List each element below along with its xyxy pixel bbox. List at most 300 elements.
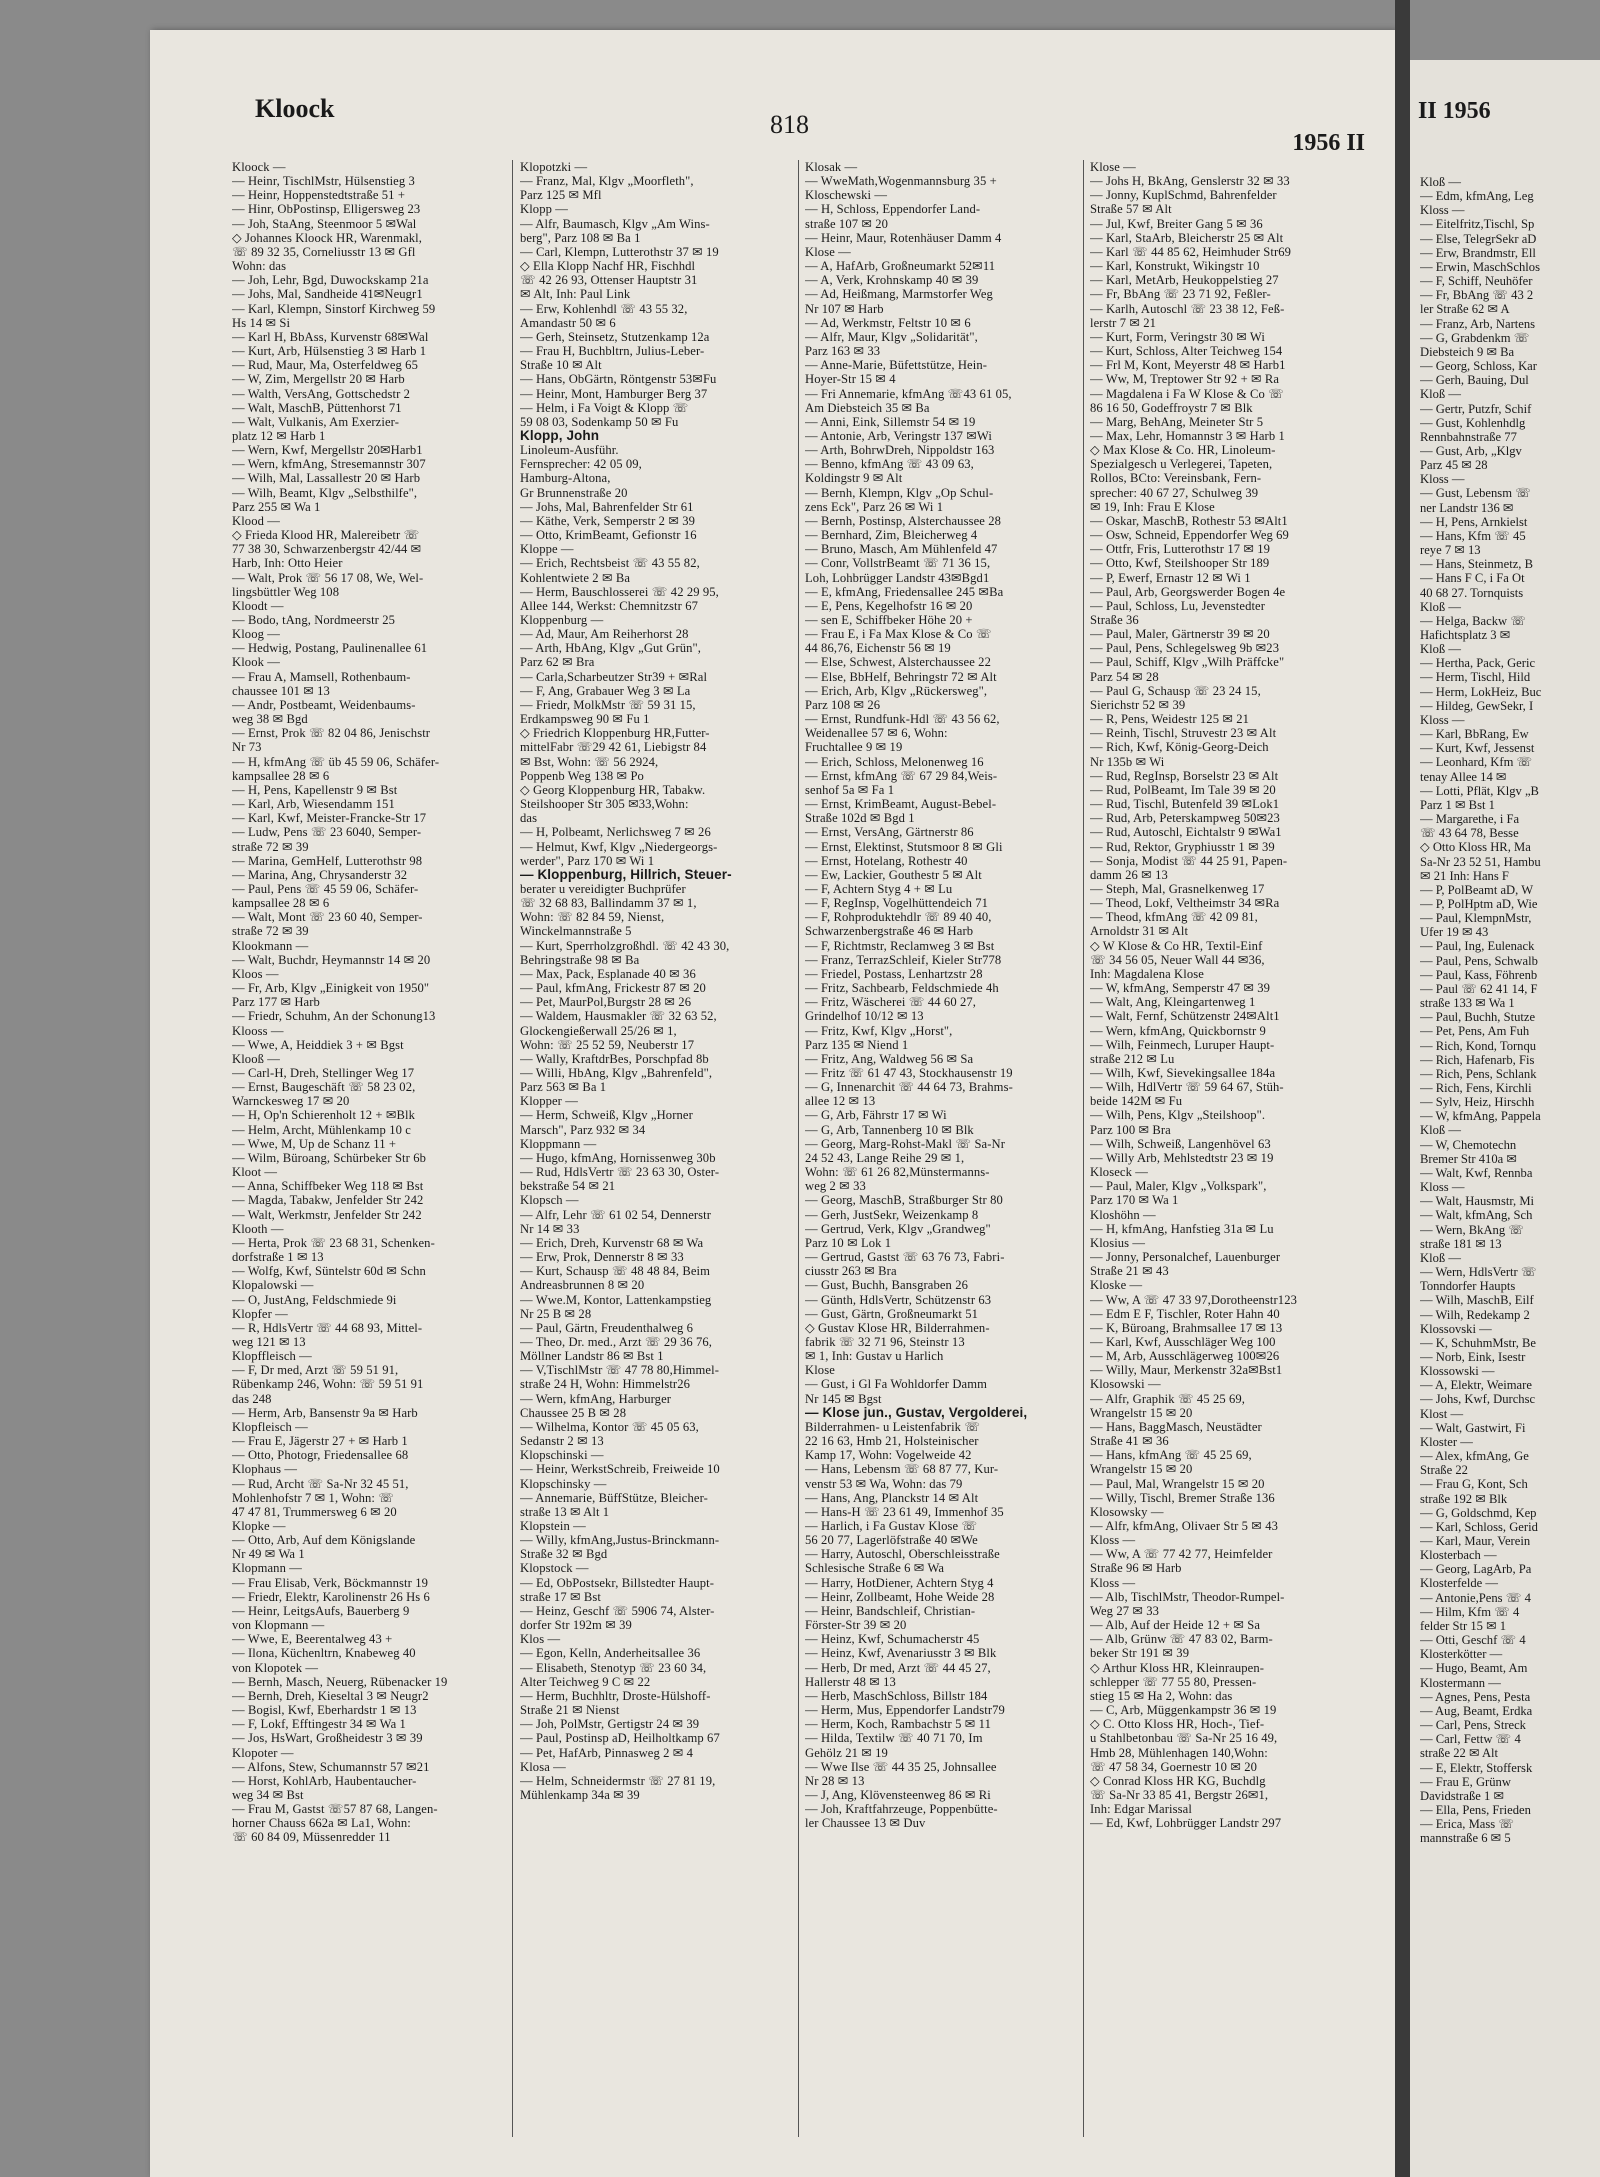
directory-entry: — Willy Arb, Mehlstedtstr 23 ✉ 19	[1090, 1150, 1274, 1165]
directory-entry: — Heinr, Mont, Hamburger Berg 37	[520, 386, 708, 401]
directory-entry: Loh, Lohbrügger Landstr 43✉Bgd1	[805, 570, 990, 585]
directory-entry: Klopke —	[232, 1519, 286, 1533]
directory-entry: — Margarethe, i Fa	[1420, 812, 1520, 827]
directory-entry: — Frau E, Jägerstr 27 + ✉ Harb 1	[232, 1434, 408, 1449]
directory-entry: Parz 125 ✉ Mfl	[520, 188, 602, 203]
directory-entry: Klose —	[805, 244, 851, 259]
directory-entry: — Wilh, Mal, Lassallestr 20 ✉ Harb	[232, 471, 421, 486]
directory-entry: Rennbahnstraße 77	[1420, 429, 1517, 444]
directory-entry: — Wern, Kwf, Mergellstr 20✉Harb1	[232, 443, 423, 458]
directory-entry: — Paul, Pens, Schlegelsweg 9b ✉23	[1090, 641, 1280, 656]
directory-entry: Wrangelstr 15 ✉ 20	[1090, 1405, 1193, 1420]
directory-entry: — Herm, Bauschlosserei ☏ 42 29 95,	[520, 584, 719, 599]
directory-entry: beide 142M ✉ Fu	[1090, 1094, 1183, 1109]
directory-entry: — Bogisl, Kwf, Eberhardstr 1 ✉ 13	[232, 1703, 417, 1718]
directory-entry: — Karl, MetArb, Heukoppelstieg 27	[1090, 273, 1279, 288]
directory-entry: Glockengießerwall 25/26 ✉ 1,	[520, 1023, 677, 1038]
directory-entry: — P, Ewerf, Ernastr 12 ✉ Wi 1	[1090, 570, 1251, 585]
directory-entry: Klopotzki —	[520, 160, 588, 174]
directory-entry: — Antonie, Arb, Veringstr 137 ✉Wi	[805, 428, 992, 443]
directory-entry: — Frau A, Mamsell, Rothenbaum-	[232, 669, 411, 684]
directory-entry: Kloodt —	[232, 598, 284, 613]
directory-entry: — Otto, KrimBeamt, Gefionstr 16	[520, 528, 697, 543]
directory-entry: 40 68 27. Tornquists	[1420, 585, 1524, 600]
directory-entry: — Ad, Maur, Am Reiherhorst 28	[520, 627, 689, 642]
directory-entry: Klooss —	[232, 1023, 284, 1038]
directory-entry: Klopp —	[520, 202, 568, 217]
directory-entry: ✉ 1, Inh: Gustav u Harlich	[805, 1349, 944, 1364]
directory-entry: ✉ 19, Inh: Frau E Klose	[1090, 499, 1215, 514]
column-divider	[1083, 160, 1084, 2137]
directory-entry: — Erw, Kohlenhdl ☏ 43 55 32,	[520, 301, 688, 316]
directory-entry: Klosowsky —	[1090, 1504, 1164, 1519]
directory-entry: — Walt, MaschB, Püttenhorst 71	[232, 400, 402, 415]
directory-entry: — Wwe Ilse ☏ 44 35 25, Johnsallee	[805, 1759, 997, 1774]
directory-entry: — Hans-H ☏ 23 61 49, Immenhof 35	[805, 1504, 1004, 1519]
directory-entry: — A, Elektr, Weimare	[1420, 1378, 1532, 1393]
directory-entry: — Paul, KlempnMstr,	[1420, 911, 1532, 926]
directory-entry: — Walt, Ang, Kleingartenweg 1	[1090, 995, 1256, 1010]
directory-entry: ciusstr 263 ✉ Bra	[805, 1264, 897, 1279]
directory-entry: damm 26 ✉ 13	[1090, 867, 1168, 882]
directory-entry: straße 24 H, Wohn: Himmelstr26	[520, 1377, 691, 1392]
directory-entry: — Rich, Pens, Schlank	[1420, 1066, 1537, 1081]
directory-entry: — Leonhard, Kfm ☏	[1420, 755, 1533, 770]
directory-entry: — Norb, Eink, Isestr	[1420, 1349, 1526, 1364]
directory-entry: — Ww, A ☏ 47 33 97,Dorotheenstr123	[1090, 1292, 1297, 1307]
directory-entry: Kohlentwiete 2 ✉ Ba	[520, 570, 631, 585]
directory-entry: — Pet, MaurPol,Burgstr 28 ✉ 26	[520, 995, 692, 1010]
directory-entry: — Franz, Arb, Nartens	[1420, 316, 1536, 331]
directory-entry: — Bernh, Masch, Neuerg, Rübenacker 19	[232, 1674, 448, 1689]
directory-entry: — Erwin, MaschSchlos	[1420, 259, 1540, 274]
directory-entry: Hallerstr 48 ✉ 13	[805, 1674, 896, 1689]
directory-entry: 44 86,76, Eichenstr 56 ✉ 19	[805, 641, 951, 656]
directory-entry: Gehölz 21 ✉ 19	[805, 1745, 888, 1760]
directory-entry: — Magdalena i Fa W Klose & Co ☏	[1090, 386, 1284, 401]
directory-entry: weg 38 ✉ Bgd	[232, 712, 308, 727]
directory-entry: — Johs, Kwf, Durchsc	[1420, 1392, 1536, 1407]
directory-entry: Klopschinsky —	[520, 1476, 607, 1491]
directory-entry: Klossovski —	[1420, 1321, 1492, 1336]
directory-entry: — F, Achtern Styg 4 + ✉ Lu	[805, 881, 953, 896]
directory-entry: zens Eck", Parz 26 ✉ Wi 1	[805, 499, 944, 514]
directory-entry: — E, Elektr, Stoffersk	[1420, 1760, 1533, 1775]
directory-entry: — Hans, Ang, Planckstr 14 ✉ Alt	[805, 1490, 979, 1505]
column-divider	[798, 160, 799, 2137]
directory-entry: Kloß —	[1420, 642, 1461, 657]
directory-entry: — Erw, Brandmstr, Ell	[1420, 245, 1536, 260]
directory-entry: — Paul, Arb, Georgswerder Bogen 4e	[1090, 584, 1286, 599]
directory-entry: — Ernst, Rundfunk-Hdl ☏ 43 56 62,	[805, 712, 1000, 727]
directory-entry: ler Chaussee 13 ✉ Duv	[805, 1816, 926, 1831]
directory-entry: — Anna, Schiffbeker Weg 118 ✉ Bst	[232, 1179, 424, 1194]
directory-entry: — M, Arb, Ausschlägerweg 100✉26	[1090, 1349, 1280, 1364]
directory-entry: — Friedr, Elektr, Karolinenstr 26 Hs 6	[232, 1589, 430, 1604]
directory-entry: — Rud, HdlsVertr ☏ 23 63 30, Oster-	[520, 1165, 720, 1180]
directory-entry: Straße 57 ✉ Alt	[1090, 202, 1172, 217]
directory-entry: weg 2 ✉ 33	[805, 1179, 866, 1194]
directory-entry: Alter Teichweg 9 C ✉ 22	[520, 1674, 651, 1689]
directory-entry: Kloster —	[1420, 1434, 1473, 1449]
directory-entry: Fruchtallee 9 ✉ 19	[805, 740, 903, 755]
directory-entry: dorfer Str 192m ✉ 39	[520, 1618, 632, 1633]
directory-entry: — Heinr, Bandschleif, Christian-	[805, 1603, 976, 1618]
directory-entry: ☏ 60 84 09, Müssenredder 11	[232, 1830, 391, 1845]
directory-entry: platz 12 ✉ Harb 1	[232, 428, 326, 443]
directory-entry: — Else, Schwest, Alsterchaussee 22	[805, 655, 991, 670]
directory-entry: — Hans, ObGärtn, Röntgenstr 53✉Fu	[520, 372, 717, 387]
directory-entry: — Bernhard, Zim, Bleicherweg 4	[805, 528, 978, 543]
directory-entry: Spezialgesch u Verlegerei, Tapeten,	[1090, 457, 1273, 472]
directory-entry: weg 121 ✉ 13	[232, 1334, 306, 1349]
directory-entry: — Friedr, MolkMstr ☏ 59 31 15,	[520, 697, 696, 712]
directory-entry: Winckelmannstraße 5	[520, 924, 632, 939]
directory-entry: Linoleum-Ausführ.	[520, 443, 619, 458]
directory-entry: — W, kfmAng, Semperstr 47 ✉ 39	[1090, 981, 1271, 996]
directory-entry: — Harry, Autoschl, Oberschleisstraße	[805, 1547, 1000, 1562]
directory-entry: — Hans, BaggMasch, Neustädter	[1090, 1419, 1262, 1434]
directory-entry: — Wally, KraftdrBes, Porschpfad 8b	[520, 1051, 709, 1066]
directory-entry: Kloot —	[232, 1165, 278, 1180]
directory-entry: — Paul G, Schausp ☏ 23 24 15,	[1090, 683, 1261, 698]
directory-entry: — W, kfmAng, Pappela	[1420, 1109, 1541, 1124]
directory-entry: Kloss —	[1090, 1533, 1136, 1548]
directory-entry: Parz 1 ✉ Bst 1	[1420, 797, 1495, 812]
directory-entry: — Fr, BbAng ☏ 43 2	[1420, 288, 1534, 303]
directory-entry: — Kloppenburg, Hillrich, Steuer-	[520, 867, 732, 882]
directory-entry: — Hans, Kfm ☏ 45	[1420, 528, 1526, 543]
directory-entry: — Frau G, Kont, Sch	[1420, 1477, 1528, 1492]
directory-entry: — R, HdlsVertr ☏ 44 68 93, Mittel-	[232, 1320, 423, 1335]
directory-entry: — Paul, Ing, Eulenack	[1420, 939, 1535, 954]
directory-entry: ◇ Otto Kloss HR, Ma	[1420, 840, 1531, 855]
directory-entry: — Karl, Arb, Wiesendamm 151	[232, 797, 395, 812]
directory-entry: — Hertha, Pack, Geric	[1420, 656, 1536, 671]
directory-entry: 77 38 30, Schwarzenbergstr 42/44 ✉	[232, 542, 422, 557]
directory-entry: Wohn: das	[232, 259, 287, 274]
directory-entry: — Heinr, Zollbeamt, Hohe Weide 28	[805, 1589, 995, 1604]
directory-entry: — Osw, Schneid, Eppendorfer Weg 69	[1090, 528, 1289, 543]
directory-entry: — G, Goldschmd, Kep	[1420, 1505, 1537, 1520]
directory-entry: — Joh, Lehr, Bgd, Duwockskamp 21a	[232, 273, 429, 288]
directory-entry: — Magda, Tabakw, Jenfelder Str 242	[232, 1193, 424, 1208]
directory-entry: — Bodo, tAng, Nordmeerstr 25	[232, 613, 396, 627]
directory-entry: — Walt, Kwf, Rennba	[1420, 1165, 1533, 1180]
directory-entry: Davidstraße 1 ✉	[1420, 1788, 1504, 1803]
directory-entry: ◇ Johannes Kloock HR, Warenmakl,	[232, 230, 423, 245]
directory-entry: — Joh, PolMstr, Gertigstr 24 ✉ 39	[520, 1717, 700, 1732]
directory-entry: — Fritz, Ang, Waldweg 56 ✉ Sa	[805, 1051, 974, 1066]
directory-entry: — Otto, Arb, Auf dem Königslande	[232, 1533, 416, 1548]
directory-entry: — Jul, Kwf, Breiter Gang 5 ✉ 36	[1090, 216, 1263, 231]
directory-entry: — Ella, Pens, Frieden	[1420, 1802, 1531, 1817]
book-gutter	[1395, 0, 1410, 2177]
directory-entry: — Carl, Klempn, Lutterothstr 37 ✉ 19	[520, 244, 719, 259]
directory-entry: — Wilh, Kwf, Sievekingsallee 184a	[1090, 1066, 1276, 1080]
directory-entry: — Ottfr, Fris, Lutterothstr 17 ✉ 19	[1090, 542, 1271, 557]
directory-entry: Schwarzenbergstraße 46 ✉ Harb	[805, 924, 974, 939]
directory-entry: berater u vereidigter Buchprüfer	[520, 881, 686, 896]
directory-entry: — Karl ☏ 44 85 62, Heimhuder Str69	[1090, 244, 1292, 259]
directory-entry: — Heinr, WerkstSchreib, Freiweide 10	[520, 1462, 720, 1477]
directory-entry: Wohn: ☏ 82 84 59, Nienst,	[520, 910, 665, 925]
directory-entry: — G, Arb, Fährstr 17 ✉ Wi	[805, 1108, 947, 1123]
directory-entry: — Wilhelma, Kontor ☏ 45 05 63,	[520, 1419, 699, 1434]
directory-entry: Kloß —	[1420, 175, 1461, 189]
directory-entry: — Herb, Dr med, Arzt ☏ 44 45 27,	[805, 1660, 991, 1675]
directory-entry: — Agnes, Pens, Pesta	[1420, 1689, 1531, 1704]
directory-entry: — Carla,Scharbeutzer Str39 + ✉Ral	[520, 669, 708, 684]
directory-entry: — Alfr, Baumasch, Klgv „Am Wins-	[520, 216, 710, 231]
directory-entry: Mohlenhofstr 7 ✉ 1, Wohn: ☏	[232, 1490, 395, 1505]
directory-entry: — Heinz, Kwf, Avenariusstr 3 ✉ Blk	[805, 1646, 997, 1661]
directory-entry: reye 7 ✉ 13	[1420, 543, 1481, 558]
directory-entry: Amandastr 50 ✉ 6	[520, 315, 616, 330]
directory-entry: Klopalowski —	[232, 1278, 314, 1293]
directory-entry: — Paul, Schloss, Lu, Jevenstedter	[1090, 598, 1266, 613]
directory-entry: Schlesische Straße 6 ✉ Wa	[805, 1561, 945, 1576]
directory-entry: — Paul, kfmAng, Frickestr 87 ✉ 20	[520, 981, 706, 996]
directory-entry: — Egon, Kelln, Anderheitsallee 36	[520, 1646, 701, 1661]
directory-entry: — Hinr, ObPostinsp, Elligersweg 23	[232, 202, 421, 217]
directory-entry: — Georg, Marg-Rohst-Makl ☏ Sa-Nr	[805, 1136, 1006, 1151]
directory-entry: Kloppenburg —	[520, 613, 604, 627]
directory-entry: — Paul, Kass, Föhrenb	[1420, 967, 1538, 982]
directory-entry: — Paul, Maler, Gärtnerstr 39 ✉ 20	[1090, 627, 1270, 642]
directory-entry: ◇ Friedrich Kloppenburg HR,Futter-	[520, 726, 710, 741]
directory-entry: lerstr 7 ✉ 21	[1090, 315, 1157, 330]
directory-entry: — Edm, kfmAng, Leg	[1420, 189, 1534, 204]
directory-entry: Gr Brunnenstraße 20	[520, 485, 628, 500]
directory-entry: Nr 135b ✉ Wi	[1090, 754, 1165, 769]
directory-entry: — F, Rohproduktehdlr ☏ 89 40 40,	[805, 910, 992, 925]
directory-entry: ☏ 47 58 34, Goernestr 10 ✉ 20	[1090, 1759, 1258, 1774]
directory-entry: — Arth, HbAng, Klgv „Gut Grün",	[520, 641, 702, 656]
directory-entry: — Fr, Arb, Klgv „Einigkeit von 1950"	[232, 981, 430, 996]
directory-entry: — Johs H, BkAng, Genslerstr 32 ✉ 33	[1090, 174, 1290, 189]
directory-entry: — Marina, GemHelf, Lutterothstr 98	[232, 853, 423, 868]
directory-entry: — Ww, M, Treptower Str 92 + ✉ Ra	[1090, 372, 1280, 387]
directory-entry: — Fritz, Kwf, Klgv „Horst",	[805, 1023, 953, 1038]
directory-entry: — Paul, Maler, Klgv „Volkspark",	[1090, 1179, 1267, 1194]
directory-entry: — Hedwig, Postang, Paulinenallee 61	[232, 641, 428, 656]
directory-entry: — Carl, Fettw ☏ 4	[1420, 1732, 1521, 1747]
directory-entry: — Wwe.M, Kontor, Lattenkampstieg	[520, 1292, 712, 1307]
directory-entry: — H, Pens, Arnkielst	[1420, 514, 1528, 529]
directory-entry: Hafichtsplatz 3 ✉	[1420, 628, 1511, 642]
directory-entry: Klosterkötter —	[1420, 1647, 1503, 1662]
directory-entry: Kloss —	[1090, 1575, 1136, 1590]
directory-entry: bekstraße 54 ✉ 21	[520, 1179, 616, 1194]
directory-entry: Hamburg-Altona,	[520, 471, 611, 486]
directory-entry: — Heinz, Kwf, Schumacherstr 45	[805, 1632, 980, 1647]
directory-entry: Poppenb Weg 138 ✉ Po	[520, 768, 644, 783]
adjacent-page-column	[1420, 175, 1600, 1845]
directory-entry: — Pet, Pens, Am Fuh	[1420, 1024, 1530, 1039]
directory-entry: — H, kfmAng ☏ üb 45 59 06, Schäfer-	[232, 754, 440, 769]
directory-entry: — Karl H, BbAss, Kurvenstr 68✉Wal	[232, 329, 429, 344]
directory-entry: — Karl, BbRang, Ew	[1420, 727, 1529, 742]
directory-entry: Bremer Str 410a ✉	[1420, 1151, 1517, 1166]
directory-entry: chaussee 101 ✉ 13	[232, 683, 330, 698]
directory-entry: Kloppmann —	[520, 1136, 597, 1151]
directory-entry: Chaussee 25 B ✉ 28	[520, 1405, 627, 1420]
directory-entry: Nr 73	[232, 740, 262, 755]
directory-entry: Sedanstr 2 ✉ 13	[520, 1434, 604, 1449]
directory-entry: — H, Polbeamt, Nerlichsweg 7 ✉ 26	[520, 825, 711, 840]
directory-entry: Klophaus —	[232, 1462, 298, 1477]
directory-entry: Klose	[805, 1363, 835, 1378]
directory-entry: — G, Grabdenkm ☏	[1420, 330, 1530, 345]
directory-entry: — F, Lokf, Efftingestr 34 ✉ Wa 1	[232, 1717, 406, 1732]
directory-entry: Kloog —	[232, 627, 280, 642]
directory-entry: Klopoter —	[232, 1745, 294, 1760]
directory-entry: — Walt, kfmAng, Sch	[1420, 1208, 1533, 1223]
directory-entry: — Kurt, Schausp ☏ 48 48 84, Beim	[520, 1264, 711, 1279]
directory-entry: Wohn: ☏ 61 26 82,Münstermanns-	[805, 1165, 990, 1180]
directory-entry: Klossowski —	[1420, 1364, 1495, 1379]
directory-entry: — F, Richtmstr, Reclamweg 3 ✉ Bst	[805, 938, 995, 953]
directory-entry: — Sonja, Modist ☏ 44 25 91, Papen-	[1090, 853, 1288, 868]
directory-entry: — Benno, kfmAng ☏ 43 09 63,	[805, 457, 974, 472]
directory-column-1	[232, 160, 507, 1845]
directory-entry: — Else, BbHelf, Behringstr 72 ✉ Alt	[805, 669, 997, 684]
directory-entry: ✉ Bst, Wohn: ☏ 56 2924,	[520, 754, 659, 769]
directory-entry: das 248	[232, 1391, 272, 1406]
directory-entry: — Ew, Lackier, Gouthestr 5 ✉ Alt	[805, 867, 982, 882]
directory-entry: — Hugo, kfmAng, Hornissenweg 30b	[520, 1150, 716, 1165]
directory-entry: — Hilda, Textilw ☏ 40 71 70, Im	[805, 1731, 983, 1746]
directory-entry: — Annemarie, BüffStütze, Bleicher-	[520, 1490, 708, 1505]
directory-entry: Kloske —	[1090, 1278, 1143, 1293]
directory-entry: — Paul, Gärtn, Freudenthalweg 6	[520, 1320, 694, 1335]
directory-entry: Warnckesweg 17 ✉ 20	[232, 1094, 350, 1109]
running-head-year: 1956 II	[1292, 130, 1365, 156]
directory-entry: ☏ 32 68 83, Ballindamm 37 ✉ 1,	[520, 896, 697, 911]
directory-entry: Fernsprecher: 42 05 09,	[520, 457, 642, 472]
directory-entry: — Willy, Maur, Merkenstr 32a✉Bst1	[1090, 1363, 1283, 1378]
directory-entry: — Alfr, Graphik ☏ 45 25 69,	[1090, 1391, 1246, 1406]
directory-entry: — Wilh, HdlVertr ☏ 59 64 67, Stüh-	[1090, 1080, 1284, 1095]
directory-entry: — O, JustAng, Feldschmiede 9i	[232, 1292, 397, 1307]
directory-entry: — Fritz, Sachbearb, Feldschmiede 4h	[805, 981, 999, 996]
directory-entry: Klosa —	[520, 1759, 566, 1774]
directory-entry: ner Landstr 136 ✉	[1420, 500, 1514, 515]
directory-entry: Straße 10 ✉ Alt	[520, 358, 602, 373]
directory-entry: — Rich, Fens, Kirchli	[1420, 1081, 1532, 1095]
directory-entry: Kloseck —	[1090, 1165, 1148, 1180]
directory-entry: Klooß —	[232, 1051, 280, 1066]
directory-entry: stieg 15 ✉ Ha 2, Wohn: das	[1090, 1688, 1233, 1703]
directory-entry: — Fritz, Wäscherei ☏ 44 60 27,	[805, 995, 977, 1010]
directory-entry: — Theo, Dr. med., Arzt ☏ 29 36 76,	[520, 1334, 713, 1349]
directory-entry: felder Str 15 ✉ 1	[1420, 1618, 1507, 1633]
directory-entry: 86 16 50, Godeffroystr 7 ✉ Blk	[1090, 400, 1253, 415]
directory-entry: Straße 96 ✉ Harb	[1090, 1561, 1182, 1576]
directory-entry: — Rud, Rektor, Gryphiusstr 1 ✉ 39	[1090, 839, 1275, 854]
directory-entry: Möllner Landstr 86 ✉ Bst 1	[520, 1349, 664, 1364]
directory-entry: — Wilm, Büroang, Schürbeker Str 6b	[232, 1150, 426, 1165]
directory-entry: — Joh, Kraftfahrzeuge, Poppenbütte-	[805, 1802, 998, 1817]
directory-entry: — Franz, TerrazSchleif, Kieler Str778	[805, 952, 1002, 967]
directory-entry: ✉ Alt, Inh: Paul Link	[520, 287, 631, 302]
directory-entry: — Günth, HdlsVertr, Schützenstr 63	[805, 1292, 992, 1307]
directory-entry: ◇ Gustav Klose HR, Bilderrahmen-	[805, 1320, 990, 1335]
directory-entry: Kamp 17, Wohn: Vogelweide 42	[805, 1448, 972, 1463]
directory-entry: — Wern, kfmAng, Quickbornstr 9	[1090, 1023, 1266, 1038]
directory-entry: Klookmann —	[232, 938, 309, 953]
directory-entry: Klos —	[520, 1632, 561, 1647]
directory-entry: — Gust, Kohlenhdlg	[1420, 415, 1526, 430]
directory-entry: — Karl, Klempn, Sinstorf Kirchweg 59	[232, 301, 436, 316]
directory-entry: Klopper —	[520, 1094, 578, 1109]
directory-entry: — Fritz ☏ 61 47 43, Stockhausenstr 19	[805, 1066, 1013, 1080]
directory-entry: — Kurt, Schloss, Alter Teichweg 154	[1090, 344, 1283, 359]
directory-entry: Marsch", Parz 932 ✉ 34	[520, 1122, 646, 1137]
directory-entry: Straße 102d ✉ Bgd 1	[805, 811, 915, 826]
directory-entry: — W, Zim, Mergellstr 20 ✉ Harb	[232, 372, 405, 387]
directory-entry: — Erw, Prok, Dennerstr 8 ✉ 33	[520, 1250, 684, 1265]
directory-entry: — Wilh, Feinmech, Luruper Haupt-	[1090, 1037, 1275, 1052]
directory-entry: ☏ 89 32 35, Corneliusstr 13 ✉ Gfl	[232, 244, 416, 259]
directory-entry: — Ludw, Pens ☏ 23 6040, Semper-	[232, 825, 422, 840]
directory-entry: — Harlich, i Fa Gustav Klose ☏	[805, 1519, 978, 1533]
directory-entry: Straße 36	[1090, 613, 1139, 627]
directory-entry: — Gust, Lebensm ☏	[1420, 486, 1531, 501]
directory-entry: Wrangelstr 15 ✉ 20	[1090, 1462, 1193, 1477]
directory-entry: — Theod, kfmAng ☏ 42 09 81,	[1090, 910, 1258, 925]
directory-entry: — Walt, Vulkanis, Am Exerzier-	[232, 414, 399, 429]
directory-entry: Parz 45 ✉ 28	[1420, 458, 1488, 473]
directory-entry: — Bernh, Klempn, Klgv „Op Schul-	[805, 485, 994, 500]
directory-entry: Kloss —	[1420, 472, 1465, 487]
directory-entry: — Walt, Buchdr, Heymannstr 14 ✉ 20	[232, 952, 431, 967]
directory-entry: — Gertrud, Gastst ☏ 63 76 73, Fabri-	[805, 1250, 1005, 1265]
directory-entry: — Reinh, Tischl, Struvestr 23 ✉ Alt	[1090, 726, 1277, 741]
directory-entry: — Paul, Pens ☏ 45 59 06, Schäfer-	[232, 881, 419, 896]
directory-entry: straße 133 ✉ Wa 1	[1420, 996, 1515, 1011]
directory-entry: — Georg, MaschB, Straßburger Str 80	[805, 1193, 1003, 1208]
directory-entry: Rollos, BCto: Vereinsbank, Fern-	[1090, 471, 1262, 486]
directory-entry: — Else, TelegrSekr aD	[1420, 231, 1537, 246]
directory-entry: — Karl, Schloss, Gerid	[1420, 1519, 1538, 1534]
directory-entry: — H, kfmAng, Hanfstieg 31a ✉ Lu	[1090, 1221, 1274, 1236]
directory-entry: Kloock —	[232, 160, 286, 174]
directory-entry: — Georg, LagArb, Pa	[1420, 1562, 1532, 1577]
directory-entry: Klood —	[232, 513, 280, 528]
directory-entry: Kloos —	[232, 966, 279, 981]
directory-entry: — Helm, Schneidermstr ☏ 27 81 19,	[520, 1773, 716, 1788]
directory-entry: — Eitelfritz,Tischl, Sp	[1420, 217, 1535, 232]
directory-entry: — C, Arb, Müggenkampstr 36 ✉ 19	[1090, 1703, 1277, 1718]
directory-entry: — Alb, Grünw ☏ 47 83 02, Barm-	[1090, 1632, 1273, 1647]
directory-entry: — E, kfmAng, Friedensallee 245 ✉Ba	[805, 584, 1004, 599]
directory-entry: — Helm, i Fa Voigt & Klopp ☏	[520, 400, 689, 415]
directory-entry: — Edm E F, Tischler, Roter Hahn 40	[1090, 1306, 1280, 1321]
directory-entry: horner Chauss 662a ✉ La1, Wohn:	[232, 1816, 411, 1831]
directory-entry: Sa-Nr 23 52 51, Hambu	[1420, 854, 1541, 869]
directory-entry: — Herm, Buchhltr, Droste-Hülshoff-	[520, 1688, 711, 1703]
directory-entry: — F, Ang, Grabauer Weg 3 ✉ La	[520, 683, 691, 698]
directory-entry: — Wern, BkAng ☏	[1420, 1222, 1525, 1237]
directory-entry: — Karl, Konstrukt, Wikingstr 10	[1090, 259, 1260, 274]
directory-entry: venstr 53 ✉ Wa, Wohn: das 79	[805, 1476, 963, 1491]
directory-entry: — Waldem, Hausmakler ☏ 32 63 52,	[520, 1009, 717, 1024]
directory-entry: — Bernh, Dreh, Kieseltal 3 ✉ Neugr2	[232, 1688, 429, 1703]
directory-entry: — G, Innenarchit ☏ 44 64 73, Brahms-	[805, 1080, 1013, 1095]
directory-entry: schlepper ☏ 77 55 80, Pressen-	[1090, 1674, 1257, 1689]
